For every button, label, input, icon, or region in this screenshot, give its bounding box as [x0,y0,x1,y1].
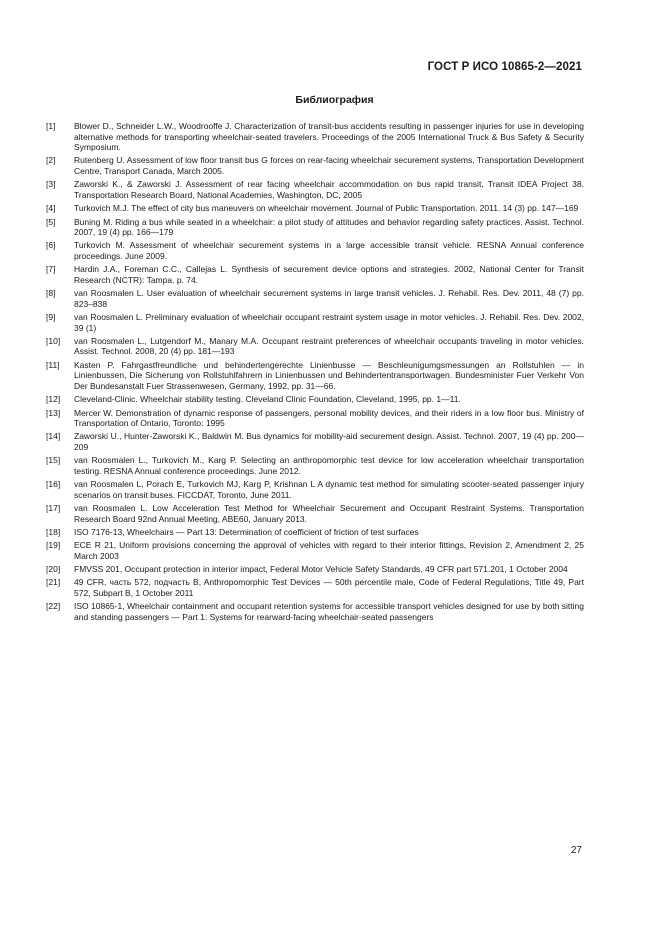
reference-text: Rutenberg U. Assessment of low floor transit bus G forces on rear-facing wheelchair securement systems, Transportation Development Centre, Transport Canada, March 2005. [74,155,584,177]
reference-number: [11] [46,359,60,370]
reference-text: van Roosmalen L, Porach E, Turkovich MJ, Karg P, Krishnan L A dynamic test method for simulating scooter-seated passenger injury scenarios on transit buses. FICCDAT, Toronto, June 2011. [74,479,584,500]
reference-text: van Roosmalen L. Preliminary evaluation of wheelchair occupant restraint system usage in motor vehicles. J. Rehabil. Res. Dev. 2002, 39 (1) [74,312,584,333]
reference-number: [2] [46,155,56,166]
reference-number: [19] [46,540,61,551]
reference-item [46,577,584,598]
reference-item [46,408,584,429]
reference-item [46,394,584,405]
reference-item [46,527,584,538]
reference-text: van Roosmalen L. Low Acceleration Test Method for Wheelchair Securement and Occupant Restraint Systems. Transportation Research Board 92nd Annual Meeting, ABE60, January 2013. [74,503,584,524]
reference-number: [21] [46,577,61,588]
reference-number: [7] [46,264,56,275]
reference-text: Blower D., Schneider L.W., Woodrooffe J. Characterization of transit-bus accidents resulting in passenger injuries for use in developing alternative methods for transporting wheelchair-seated travelers. Proceedings of the 2005 International Truck & Bus Safety & Security Symposium. [74,121,584,153]
reference-item [46,360,584,392]
reference-item [46,431,584,452]
reference-text: Zaworski U., Hunter-Zaworski K., Baldwin M. Bus dynamics for mobility-aid securement design. Assist. Technol. 2007, 19 (4) pp. 200—209 [74,431,584,452]
reference-text: van Roosmalen L. User evaluation of wheelchair securement systems in large transit vehicles. J. Rehabil. Res. Dev. 2011, 48 (7) pp. 823–838 [74,288,584,309]
reference-item [46,155,584,176]
bibliography-title: Библиография [295,94,374,106]
reference-item [46,179,584,200]
standard-code-header: ГОСТ Р ИСО 10865-2—2021 [427,61,582,73]
reference-text: Kasten P. Fahrgastfreundliche und behindertengerechte Linienbusse — Beschleunigumgsmessungen an Rollstuhlen — in Linienbussen, Die Sicherung von Rollstuhlfahrern in Linienbussen und Behindertentransportwagen. Bundesminister Fuer Verkehr Von Der Bundesanstalt Fuer Strassenwesen, Germany, 1992, pp. 31—66. [74,359,584,391]
reference-number: [5] [46,216,56,227]
reference-text: Cleveland-Clinic. Wheelchair stability testing. Cleveland Clinic Foundation, Cleveland, 1995, pp. 1—11. [74,394,461,405]
reference-text: ECE R 21, Uniform provisions concerning the approval of vehicles with regard to their interior fittings, Revision 2, Amendment 2, 25 March 2003 [74,540,584,561]
reference-number: [15] [46,455,61,466]
reference-item [46,217,584,238]
reference-item [46,312,584,333]
reference-item [46,564,584,575]
reference-text: Turkovich M.J. The effect of city bus maneuvers on wheelchair movement. Journal of Public Transportation. 2011. 14 (3) pp. 147—169 [74,203,579,214]
reference-text: 49 CFR, часть 572, подчасть B, Anthropomorphic Test Devices — 50th percentile male, Code of Federal Regulations, Title 49, Part 572, Subpart B, 1 October 2011 [74,577,584,598]
reference-list [46,121,584,625]
reference-item [46,601,584,622]
reference-number: [4] [46,203,56,214]
reference-text: Hardin J.A., Foreman C.C., Callejas L. Synthesis of securement device options and strategies. 2002, National Center for Transit Research (NCTR): Tampa. p. 74. [74,264,584,285]
reference-item [46,240,584,261]
reference-number: [10] [46,335,61,346]
page-number: 27 [570,845,582,856]
reference-number: [3] [46,179,56,190]
reference-number: [16] [46,479,61,490]
reference-number: [8] [46,288,56,299]
reference-item [46,503,584,524]
reference-number: [6] [46,240,56,251]
reference-text: FMVSS 201, Occupant protection in interior impact, Federal Motor Vehicle Safety Standards, 49 CFR part 571.201, 1 October 2004 [74,564,568,575]
reference-number: [20] [46,564,61,575]
reference-item [46,288,584,309]
reference-text: Mercer W. Demonstration of dynamic response of passengers, personal mobility devices, and their riders in a low floor bus. Ministry of Transportation of Ontario, Toronto: 1995 [74,407,584,429]
reference-number: [17] [46,503,61,513]
reference-item [46,540,584,561]
reference-number: [12] [46,394,61,405]
reference-text: ISO 7176-13, Wheelchairs — Part 13: Determination of coefficient of friction of test surfaces [74,526,419,537]
reference-text: ISO 10865-1, Wheelchair containment and occupant retention systems for accessible transport vehicles designed for use by both sitting and standing passengers — Part 1: Systems for rearward-facing wheelchair-seated passengers [74,601,584,622]
reference-text: Zaworski K., & Zaworski J. Assessment of rear facing wheelchair accommodation on bus rapid transit, Transit IDEA Project 38. Transportation Research Board, National Academies, Washington, DC, 2005 [74,179,584,200]
reference-item [46,264,584,285]
reference-number: [14] [46,431,61,442]
reference-number: [1] [46,121,56,131]
reference-item [46,455,584,476]
reference-number: [22] [46,601,61,612]
reference-item [46,121,584,153]
reference-item [46,479,584,500]
reference-text: Buning M. Riding a bus while seated in a wheelchair: a pilot study of attitudes and behavior regarding safety practices. Assist. Technol. 2007, 19 (4) pp. 166—179 [74,216,584,238]
reference-number: [13] [46,407,61,418]
reference-number: [9] [46,312,56,322]
reference-item [46,203,584,214]
reference-text: Turkovich M. Assessment of wheelchair securement systems in a large accessible transit vehicle. RESNA Annual conference proceedings. June 2009. [74,240,584,261]
reference-item [46,336,584,357]
reference-text: van Roosmalen L., Turkovich M., Karg P. Selecting an anthropomorphic test device for low acceleration wheelchair transportation testing. RESNA Annual conference proceedings. June 2012. [74,455,584,476]
reference-text: van Roosmalen L., Lutgendorf M., Manary M.A. Occupant restraint preferences of wheelchair occupants traveling in motor vehicles. Assist. Technol. 2008, 20 (4) pp. 181—193 [74,335,584,357]
reference-number: [18] [46,526,61,537]
